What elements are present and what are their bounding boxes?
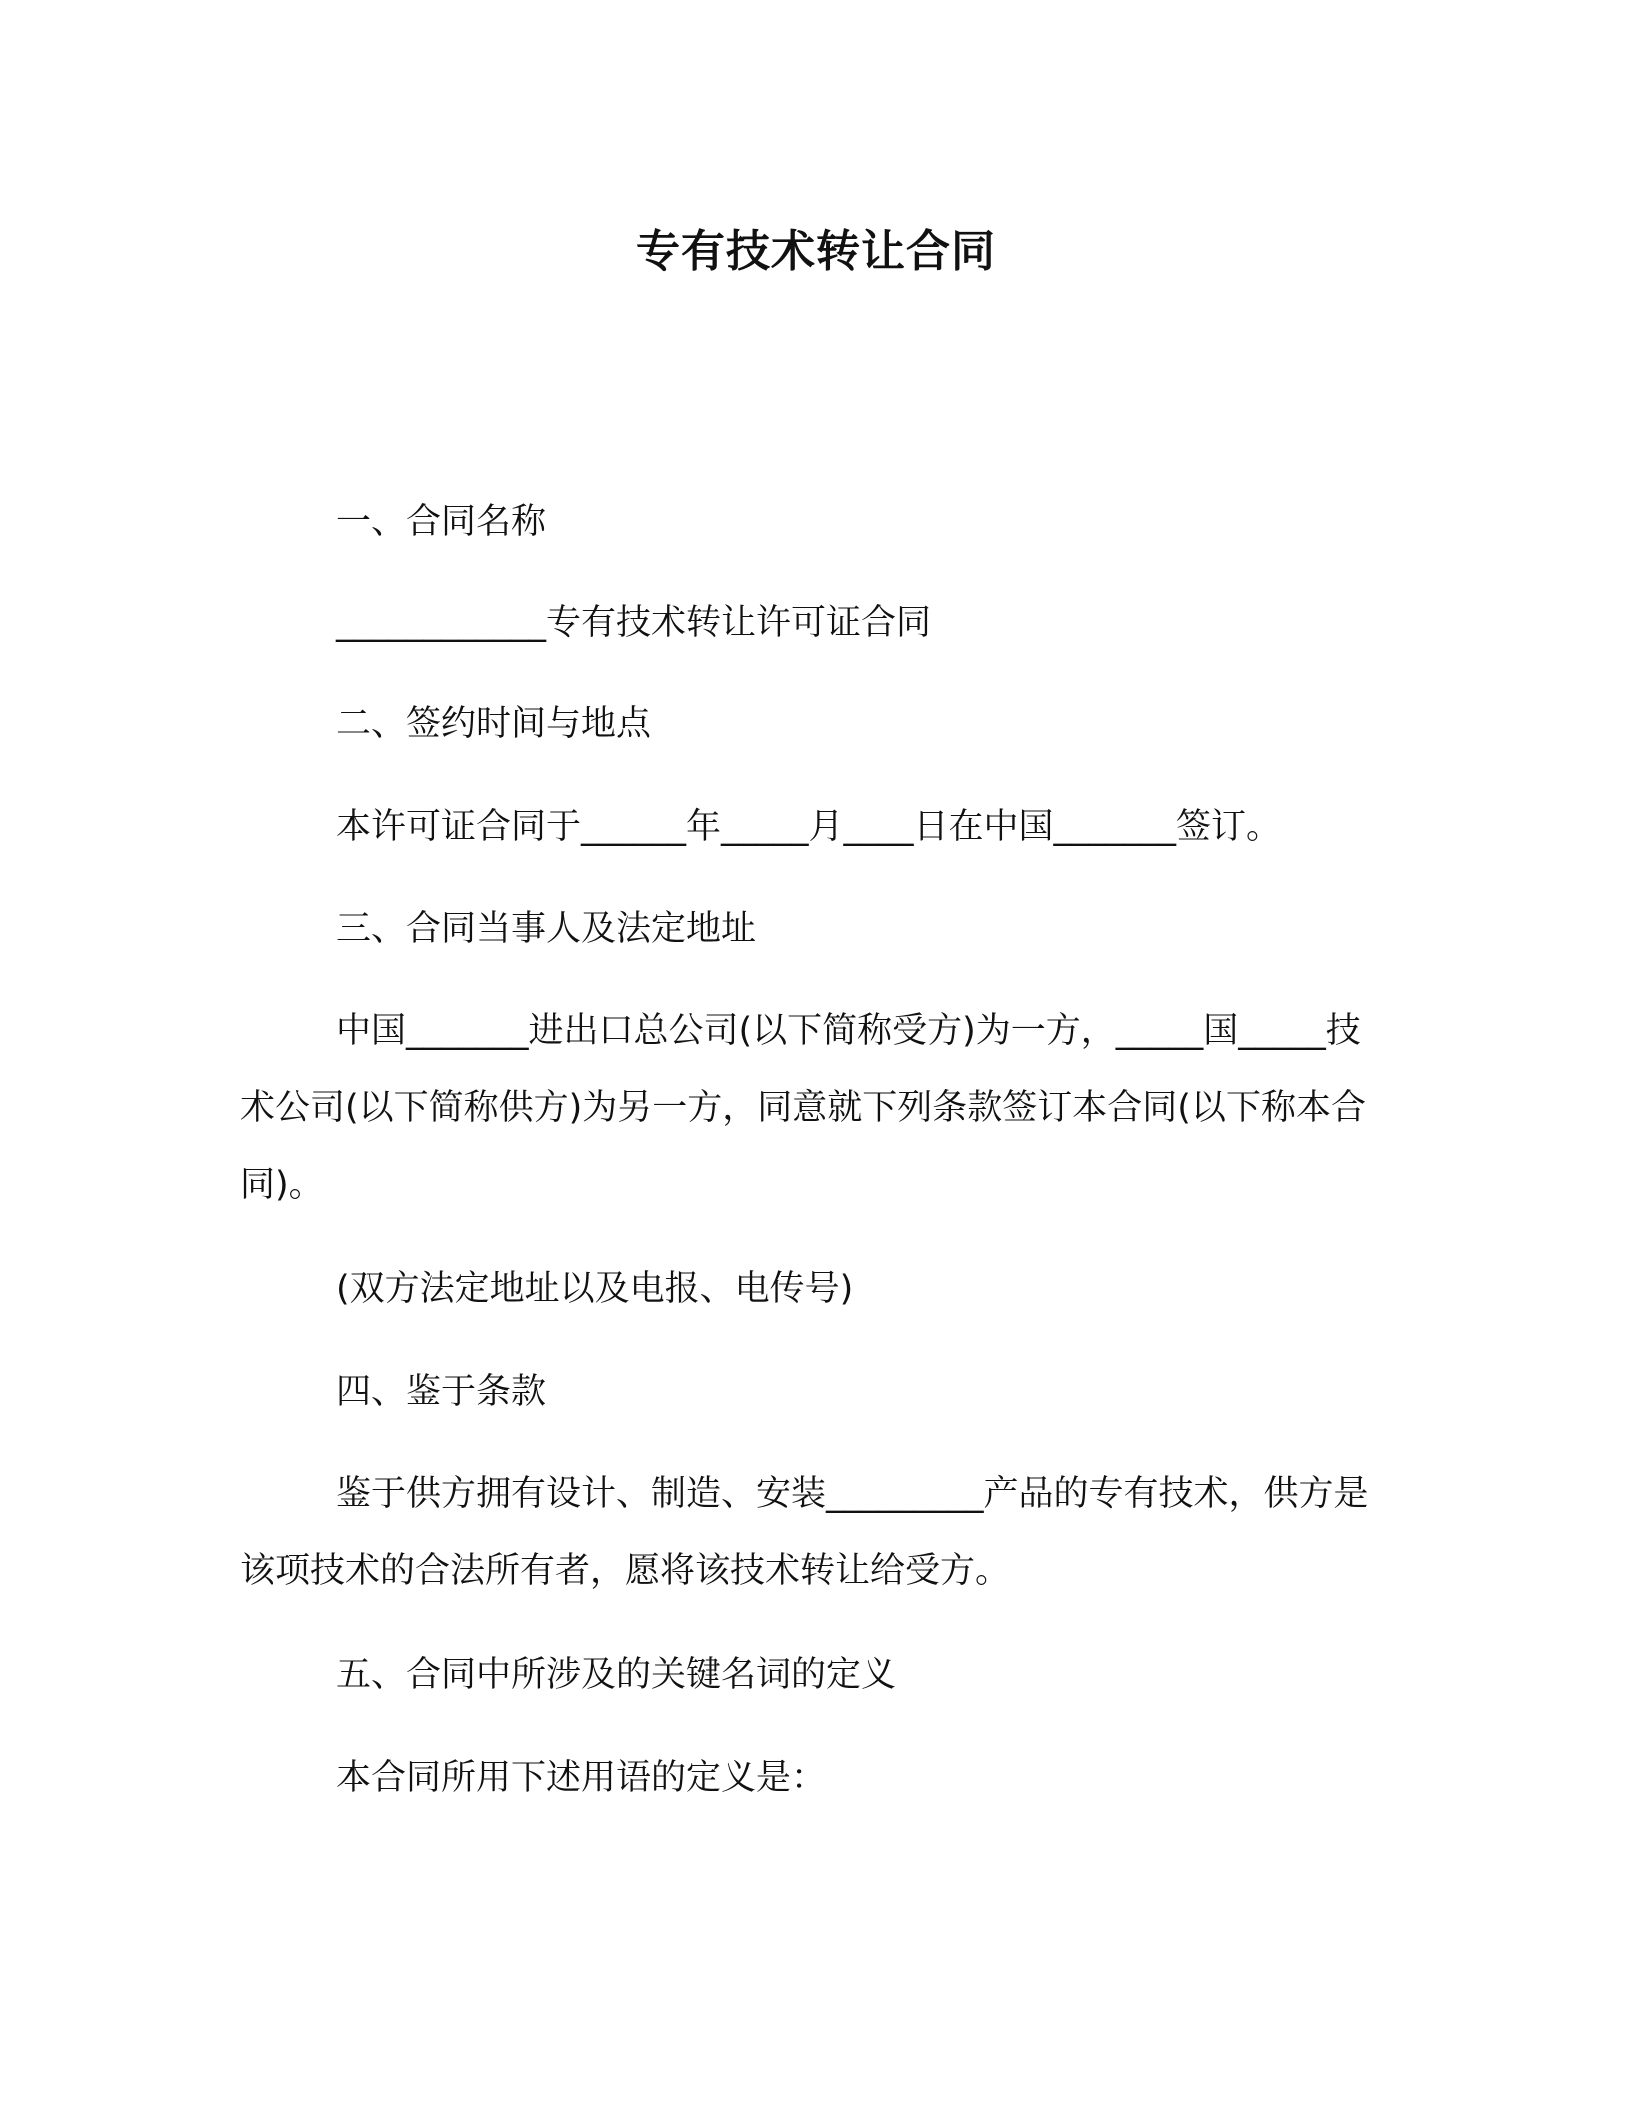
signing-time-place-text: 本许可证合同于______年_____月____日在中国_______签订。 xyxy=(336,807,1282,847)
section-heading-contract-name: 一、合同名称 xyxy=(336,502,547,542)
contract-name-line: ____________专有技术转让许可证合同 xyxy=(336,603,932,643)
section-heading-whereas: 四、鉴于条款 xyxy=(336,1372,547,1412)
section-heading-signing-time-place: 二、签约时间与地点 xyxy=(336,704,652,744)
section-heading-definitions: 五、合同中所涉及的关键名词的定义 xyxy=(336,1655,897,1695)
document-title: 专有技术转让合同 xyxy=(636,226,996,277)
legal-address-note: (双方法定地址以及电报、电传号) xyxy=(336,1269,854,1309)
definitions-intro: 本合同所用下述用语的定义是： xyxy=(336,1758,827,1798)
whereas-text: 鉴于供方拥有设计、制造、安装_________产品的专有技术，供方是该项技术的合法所有者，愿将该技术转让给受方。 xyxy=(240,1474,1369,1591)
parties-text: 中国_______进出口总公司(以下简称受方)为一方，_____国_____技术公司(以下简称供方)为另一方，同意就下列条款签订本合同(以下称本合同)。 xyxy=(240,1011,1366,1205)
section-heading-parties-address: 三、合同当事人及法定地址 xyxy=(336,909,757,949)
